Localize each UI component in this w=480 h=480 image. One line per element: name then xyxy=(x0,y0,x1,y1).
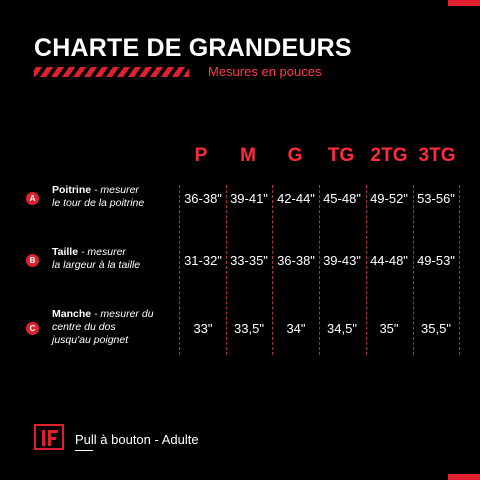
size-header-m: M xyxy=(240,145,256,166)
cell-sleeve-m: 33,5" xyxy=(234,321,264,336)
cell-sleeve-p: 33" xyxy=(193,321,213,336)
row-name: Taille xyxy=(52,246,79,258)
size-header-g: G xyxy=(287,145,303,166)
size-header-tg: TG xyxy=(327,145,355,166)
row-instruction: le tour de la poitrine xyxy=(52,197,145,209)
page-title: CHARTE DE GRANDEURS xyxy=(34,34,352,62)
cell-sleeve-3tg: 35,5" xyxy=(421,321,451,336)
subtitle: Mesures en pouces xyxy=(208,64,322,79)
cell-waist-m: 33-35" xyxy=(230,253,268,268)
row-instruction: jusqu'au poignet xyxy=(52,334,129,346)
product-name: Pull à bouton - Adulte xyxy=(75,432,199,447)
cell-waist-g: 36-38" xyxy=(277,253,315,268)
cell-chest-tg: 45-48" xyxy=(323,191,361,206)
brand-logo xyxy=(34,424,64,450)
cell-chest-2tg: 49-52" xyxy=(370,191,408,206)
row-instruction: - mesurer xyxy=(91,184,139,196)
cell-chest-p: 36-38" xyxy=(184,191,222,206)
cell-sleeve-g: 34" xyxy=(286,321,306,336)
cell-chest-3tg: 53-56" xyxy=(417,191,455,206)
size-header-3tg: 3TG xyxy=(418,145,456,166)
cell-waist-tg: 39-43" xyxy=(323,253,361,268)
row-instruction: la largeur à la taille xyxy=(52,259,141,271)
cell-chest-g: 42-44" xyxy=(277,191,315,206)
row-name: Poitrine xyxy=(52,184,92,196)
hazard-stripes xyxy=(34,67,189,77)
row-instruction: - mesurer xyxy=(78,246,126,258)
badge-c: C xyxy=(26,322,39,335)
badge-b: B xyxy=(26,254,39,267)
cell-sleeve-tg: 34,5" xyxy=(327,321,357,336)
row-name: Manche xyxy=(52,308,92,320)
row-instruction: - mesurer du xyxy=(91,308,154,320)
corner-accent-top xyxy=(448,0,480,6)
cell-sleeve-2tg: 35" xyxy=(379,321,399,336)
cell-chest-m: 39-41" xyxy=(230,191,268,206)
row-instruction: centre du dos xyxy=(52,321,116,333)
size-header-2tg: 2TG xyxy=(370,145,408,166)
size-header-p: P xyxy=(194,145,208,166)
corner-accent-bottom xyxy=(448,474,480,480)
product-underline xyxy=(75,450,93,451)
cell-waist-3tg: 49-53" xyxy=(417,253,455,268)
cell-waist-2tg: 44-48" xyxy=(370,253,408,268)
cell-waist-p: 31-32" xyxy=(184,253,222,268)
column-separator xyxy=(459,185,460,355)
badge-a: A xyxy=(26,192,39,205)
